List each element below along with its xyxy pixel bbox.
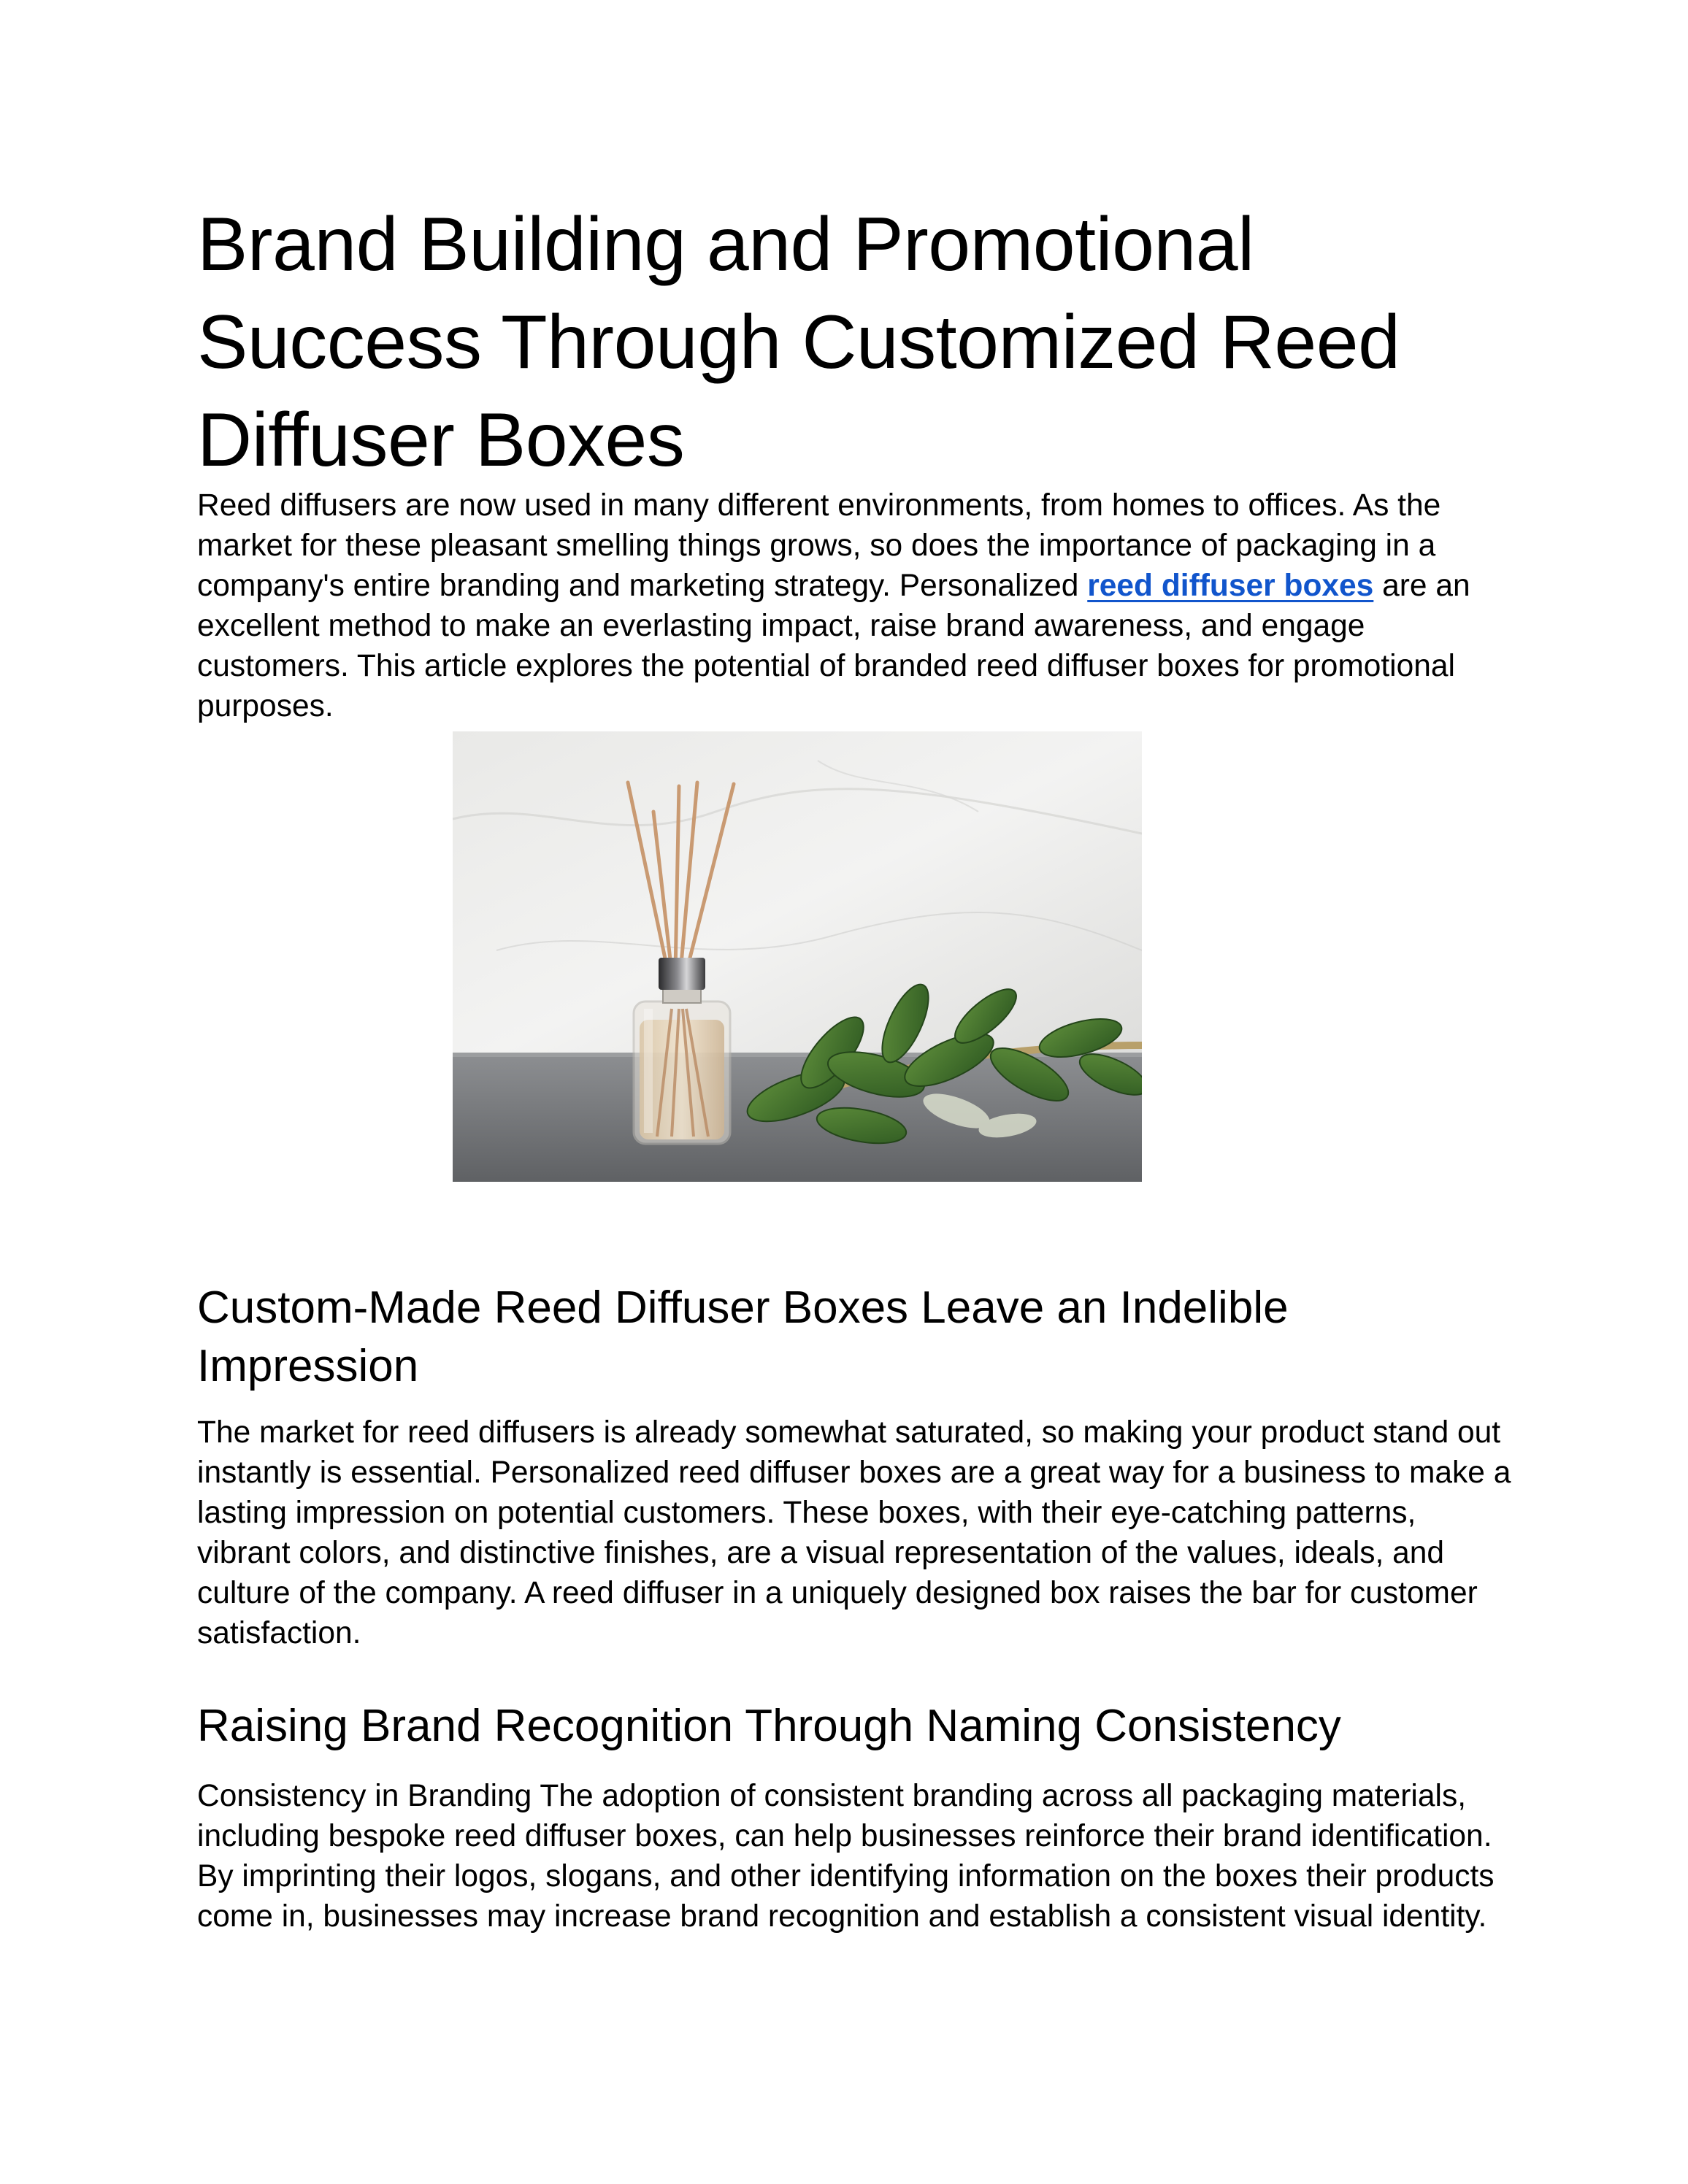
reed-diffuser-photo (453, 731, 1142, 1182)
title-line: Diffuser Boxes (197, 398, 685, 482)
article-title (197, 196, 1511, 489)
title-line: Success Through Customized Reed (197, 300, 1400, 385)
section-paragraph: The market for reed diffusers is already somewhat saturated, so making your product stand out instantly is essential. Personalized reed diffuser boxes are a great way for a business to make a lasting impression on potential customers. These boxes, with their eye-catching patterns, vibrant colors, and distinctive finishes, are a visual representation of the values, ideals, and culture of the company. A reed diffuser in a uniquely designed box raises the bar for customer satisfaction. (197, 1415, 1511, 1650)
title-line: Brand Building and Promotional (197, 202, 1254, 287)
intro-text-after-link: are an excellent method to make an everlasting impact, raise brand awareness, and engage customers. This article explores the potential of branded reed diffuser boxes for promotional purposes. (197, 569, 1470, 723)
intro-text-before-link: Reed diffusers are now used in many different environments, from homes to offices. As the market for these pleasant smelling things grows, so does the importance of packaging in a company's entire branding and marketing strategy. Personalized (197, 488, 1441, 603)
heading-line: Impression (197, 1341, 419, 1391)
section-heading (197, 1279, 1511, 1396)
section-heading: Raising Brand Recognition Through Naming Consistency (197, 1701, 1341, 1751)
heading-line: Custom-Made Reed Diffuser Boxes Leave an Indelible (197, 1283, 1289, 1333)
section-paragraph: Consistency in Branding The adoption of consistent branding across all packaging materials, including bespoke reed diffuser boxes, can help businesses reinforce their brand identification. By imprinting their logos, slogans, and other identifying information on the boxes their products come in, businesses may increase brand recognition and establish a consistent visual identity. (197, 1779, 1495, 1934)
intro-paragraph (197, 485, 1511, 726)
reed-diffuser-boxes-link[interactable]: reed diffuser boxes (1087, 569, 1374, 603)
